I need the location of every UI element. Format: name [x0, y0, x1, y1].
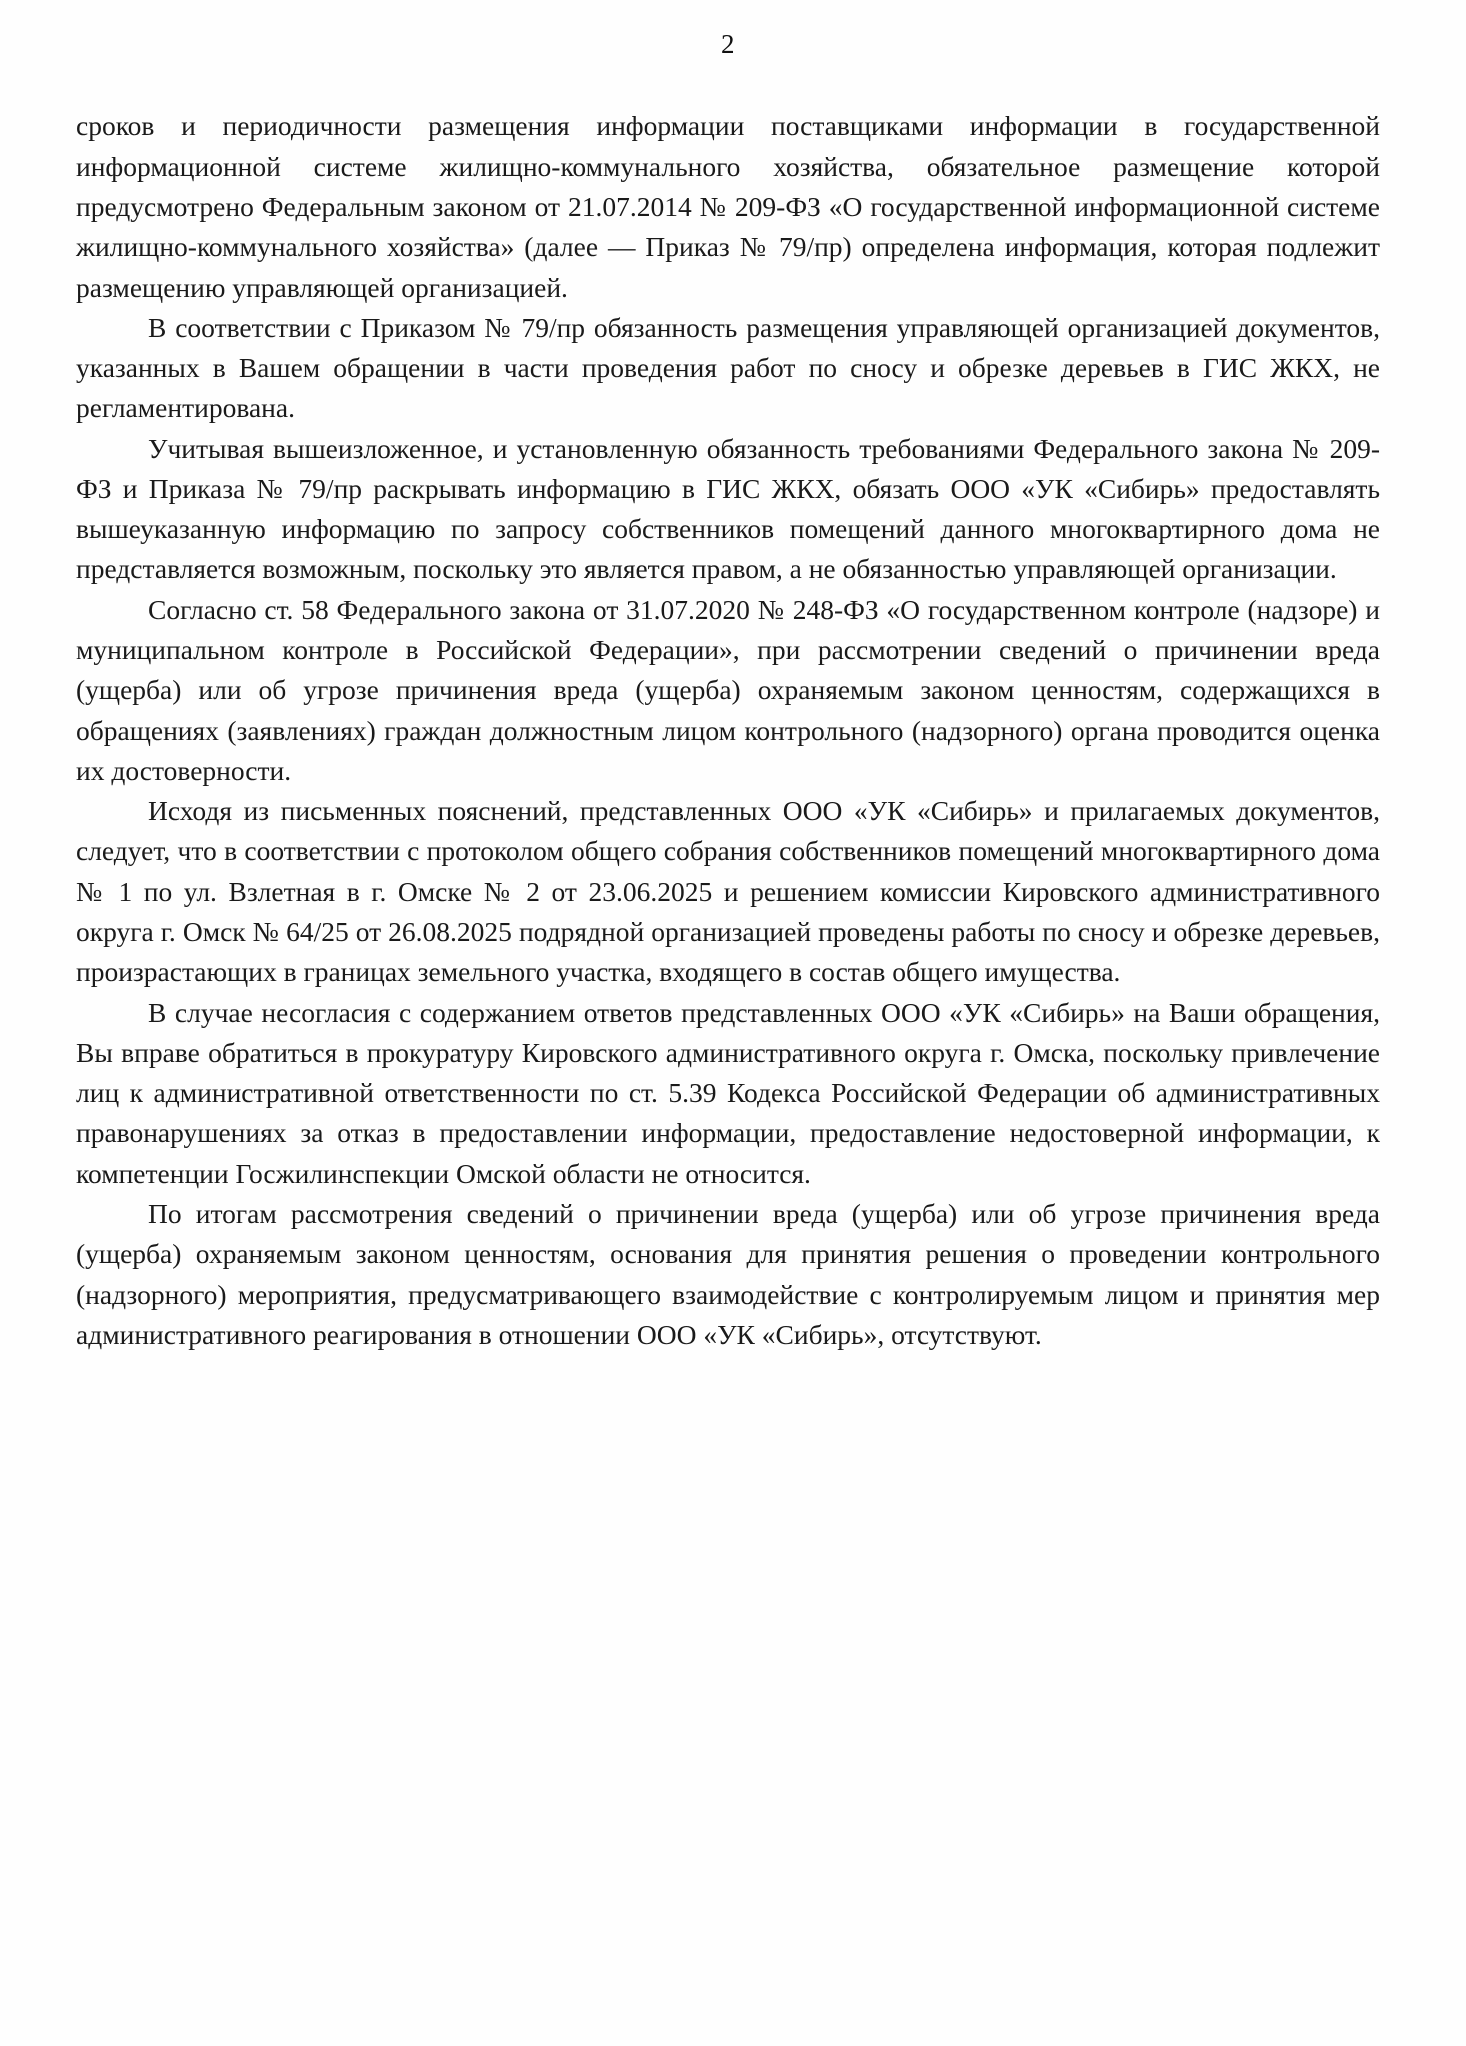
document-body: [76, 106, 1380, 1355]
paragraph: сроков и периодичности размещения информации поставщиками информации в государственной информационной системе жилищно-коммунального хозяйства, обязательное размещение которой предусмотрено Федеральным законом от 21.07.2014 № 209-ФЗ «О государственной информационной системе жилищно-коммунального хозяйства» (далее — Приказ № 79/пр) определена информация, которая подлежит размещению управляющей организацией.: [76, 110, 1380, 303]
paragraph: По итогам рассмотрения сведений о причинении вреда (ущерба) или об угрозе причинения вреда (ущерба) охраняемым законом ценностям, основания для принятия решения о проведении контрольного (надзорного) мероприятия, предусматривающего взаимодействие с контролируемым лицом и принятия мер административного реагирования в отношении ООО «УК «Сибирь», отсутствуют.: [76, 1197, 1380, 1350]
paragraph: Исходя из письменных пояснений, представленных ООО «УК «Сибирь» и прилагаемых документов, следует, что в соответствии с протоколом общего собрания собственников помещений многоквартирного дома № 1 по ул. Взлетная в г. Омске № 2 от 23.06.2025 и решением комиссии Кировского административного округа г. Омск № 64/25 от 26.08.2025 подрядной организацией проведены работы по сносу и обрезке деревьев, произрастающих в границах земельного участка, входящего в состав общего имущества.: [76, 795, 1380, 988]
paragraph: Учитывая вышеизложенное, и установленную обязанность требованиями Федерального закона № 209-ФЗ и Приказа № 79/пр раскрывать информацию в ГИС ЖКХ, обязать ООО «УК «Сибирь» предоставлять вышеуказанную информацию по запросу собственников помещений данного многоквартирного дома не представляется возможным, поскольку это является правом, а не обязанностью управляющей организации.: [76, 432, 1380, 585]
page-number: 2: [721, 29, 735, 59]
paragraph: В соответствии с Приказом № 79/пр обязанность размещения управляющей организацией документов, указанных в Вашем обращении в части проведения работ по сносу и обрезке деревьев в ГИС ЖКХ, не регламентирована.: [76, 311, 1380, 424]
paragraph: В случае несогласия с содержанием ответов представленных ООО «УК «Сибирь» на Ваши обращения, Вы вправе обратиться в прокуратуру Кировского административного округа г. Омска, поскольку привлечение лиц к административной ответственности по ст. 5.39 Кодекса Российской Федерации об административных правонарушениях за отказ в предоставлении информации, предоставление недостоверной информации, к компетенции Госжилинспекции Омской области не относится.: [76, 996, 1380, 1189]
paragraph: Согласно ст. 58 Федерального закона от 31.07.2020 № 248-ФЗ «О государственном контроле (надзоре) и муниципальном контроле в Российской Федерации», при рассмотрении сведений о причинении вреда (ущерба) или об угрозе причинения вреда (ущерба) охраняемым законом ценностям, содержащихся в обращениях (заявлениях) граждан должностным лицом контрольного (надзорного) органа проводится оценка их достоверности.: [76, 593, 1380, 786]
